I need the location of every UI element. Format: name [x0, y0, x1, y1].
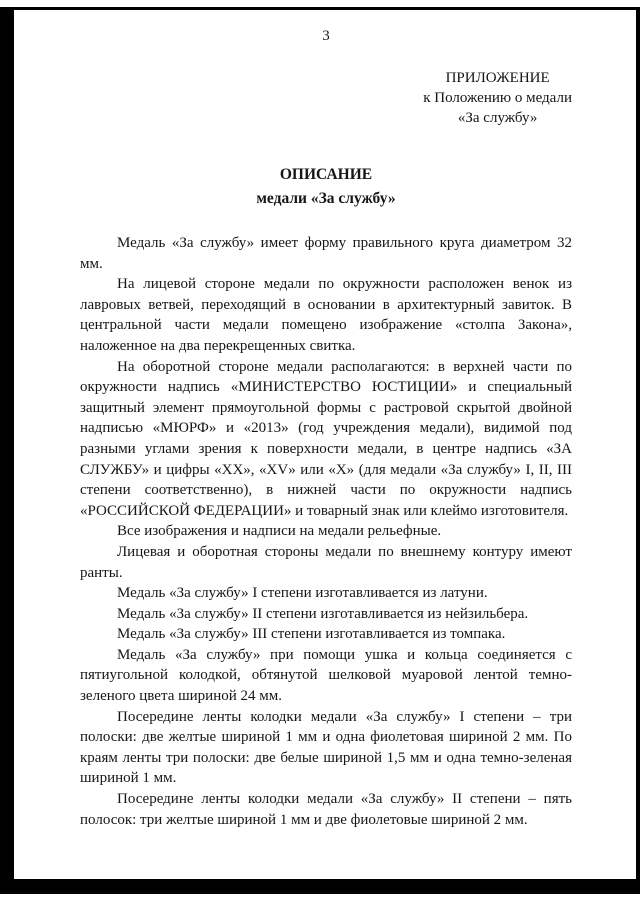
appendix-line-3: «За службу»: [457, 110, 538, 126]
doc-title: ОПИСАНИЕ: [279, 166, 373, 183]
appendix-line-1: ПРИЛОЖЕНИЕ: [445, 70, 550, 86]
paragraph: Посередине ленты колодки медали «За службу» I степени – три полоски: две желтые шириной 1 мм и одна фиолетовая шириной 2 мм. По краям ленты три полоски: две белые шириной 1,5 мм и одна темно-зеленая шириной 1 мм.: [80, 708, 572, 787]
page-content: [80, 0, 572, 830]
paragraph: Медаль «За службу» имеет форму правильного круга диаметром 32 мм.: [80, 235, 572, 272]
scan-border-left: [0, 7, 14, 893]
paragraph: Медаль «За службу» III степени изготавливается из томпака.: [117, 626, 506, 643]
page-number: 3: [322, 28, 330, 44]
paragraph: Посередине ленты колодки медали «За службу» II степени – пять полосок: три желтые шириной 1 мм и две фиолетовые шириной 2 мм.: [80, 791, 572, 828]
doc-subtitle: медали «За службу»: [256, 190, 396, 207]
paragraph: Медаль «За службу» при помощи ушка и кольца соединяется с пятиугольной колодкой, обтянутой шелковой муаровой лентой темно-зеленого цвета шириной 24 мм.: [80, 646, 572, 705]
appendix-block: [80, 68, 572, 128]
paragraph: Медаль «За службу» II степени изготавливается из нейзильбера.: [117, 605, 529, 622]
paragraph: На лицевой стороне медали по окружности расположен венок из лавровых ветвей, переходящий в основании в архитектурный завиток. В центральной части медали помещено изображение «столпа Закона», наложенное на два перекрещенных свитка.: [80, 276, 572, 354]
scan-border-right: [636, 7, 640, 893]
appendix-lines: [423, 68, 572, 128]
paragraph: Лицевая и оборотная стороны медали по внешнему контуру имеют ранты.: [80, 543, 572, 581]
doc-body: [80, 233, 572, 830]
appendix-line-2: к Положению о медали: [423, 90, 572, 106]
scan-border-bottom: [0, 879, 640, 894]
paragraph: На оборотной стороне медали располагаются: в верхней части по окружности надпись «МИНИСТЕРСТВО ЮСТИЦИИ» и специальный защитный элемент прямоугольной формы с растровой скрытой двойной надписью «МЮРФ» и «2013» (год учреждения медали), видимой под разными углами зрения к поверхности медали, в центре надпись «ЗА СЛУЖБУ» и цифры «XX», «XV» или «X» (для медали «За службу» I, II, III степени соответственно), в нижней части по окружности надпись «РОССИЙСКОЙ ФЕДЕРАЦИИ» и товарный знак или клеймо изготовителя.: [80, 358, 572, 519]
paragraph: Все изображения и надписи на медали рельефные.: [117, 523, 442, 540]
paragraph: Медаль «За службу» I степени изготавливается из латуни.: [117, 585, 488, 602]
